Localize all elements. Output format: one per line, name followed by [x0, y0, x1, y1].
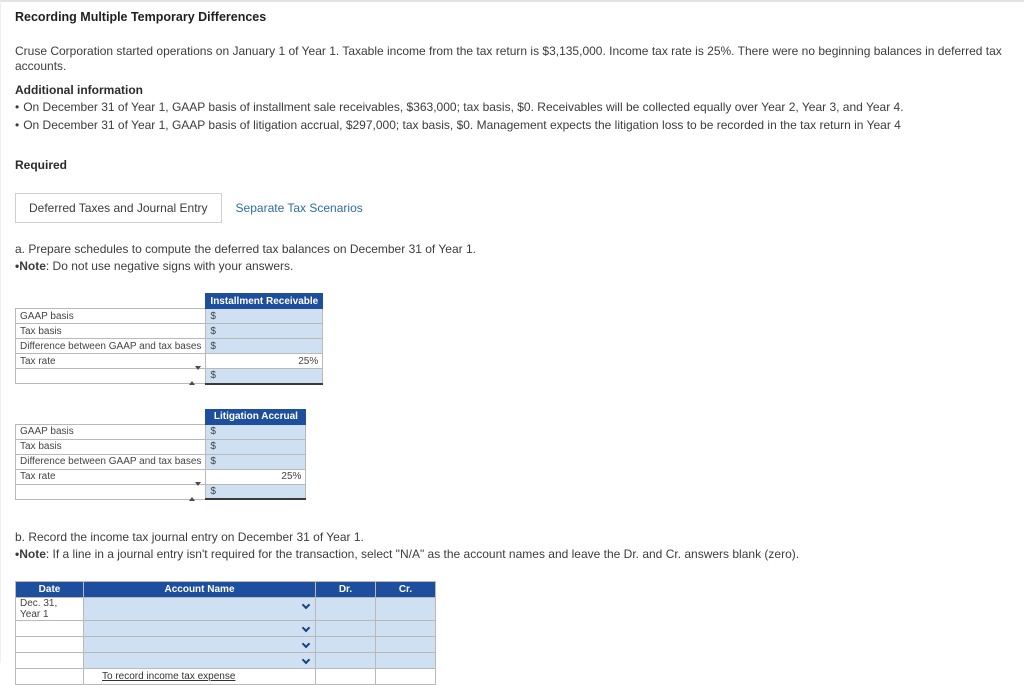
tax-basis-input[interactable] [206, 324, 323, 339]
tab-bar [15, 193, 1010, 223]
select-arrows-icon [189, 370, 201, 381]
bullet-icon: • [15, 118, 20, 132]
tax-rate-value: 25% [206, 354, 323, 369]
difference-input[interactable] [206, 339, 323, 354]
tab-separate-tax-scenarios[interactable]: Separate Tax Scenarios [235, 201, 363, 215]
journal-memo: To record income tax expense [102, 671, 236, 682]
row-label-difference: Difference between GAAP and tax bases [16, 339, 206, 354]
note-label: Note [19, 547, 46, 561]
gaap-basis-input[interactable] [206, 309, 323, 324]
cr-input[interactable] [376, 653, 436, 669]
note-bullet-icon: • [15, 259, 20, 273]
table-header-row [16, 409, 306, 424]
memo-cell [84, 669, 316, 685]
deferred-tax-type-select[interactable] [16, 369, 206, 384]
note-b [15, 547, 1010, 561]
note-bullet-icon: • [15, 547, 20, 561]
dr-input[interactable] [316, 621, 376, 637]
row-label-difference: Difference between GAAP and tax bases [16, 454, 206, 469]
table-row [16, 309, 323, 324]
row-label-gaap-basis: GAAP basis [16, 309, 206, 324]
table-header-row [16, 582, 436, 598]
column-header-date: Date [16, 582, 84, 598]
tab-deferred-taxes-journal-entry[interactable]: Deferred Taxes and Journal Entry [15, 193, 222, 223]
deferred-tax-amount-input[interactable] [206, 484, 306, 499]
dollar-prefix: $ [210, 370, 216, 382]
dollar-prefix: $ [210, 426, 216, 437]
chevron-down-icon [302, 601, 310, 609]
dollar-prefix: $ [210, 485, 216, 497]
table-row [16, 369, 323, 384]
date-cell [16, 669, 84, 685]
row-label-gaap-basis: GAAP basis [16, 424, 206, 439]
table-row [16, 354, 323, 369]
table-row [16, 469, 306, 484]
list-item [15, 99, 1010, 115]
instruction-a: a. Prepare schedules to compute the deferred tax balances on December 31 of Year 1. [15, 242, 476, 256]
account-name-select[interactable] [84, 621, 316, 637]
dollar-prefix: $ [210, 340, 216, 352]
dollar-prefix: $ [210, 441, 216, 452]
note-text: : If a line in a journal entry isn't required for the transaction, select "N/A" as the account names and leave the Dr. and Cr. answers blank (zero). [45, 547, 800, 561]
cr-input[interactable] [376, 621, 436, 637]
cr-input[interactable] [376, 637, 436, 653]
tax-basis-input[interactable] [206, 439, 306, 454]
journal-row [16, 598, 436, 621]
dr-input[interactable] [316, 598, 376, 621]
cr-cell-blank [376, 669, 436, 685]
empty-header-cell [16, 294, 206, 309]
page-title: Recording Multiple Temporary Differences [15, 10, 267, 24]
dr-input[interactable] [316, 653, 376, 669]
deferred-tax-type-select[interactable] [16, 484, 206, 499]
date-cell [16, 621, 84, 637]
table-row [16, 339, 323, 354]
schedule-title: Litigation Accrual [206, 409, 306, 424]
note-a [15, 259, 1010, 273]
additional-info-heading: Additional information [15, 83, 143, 97]
tax-rate-value: 25% [206, 469, 306, 484]
note-label: Note [19, 259, 46, 273]
problem-intro: Cruse Corporation started operations on January 1 of Year 1. Taxable income from the tax return is $3,135,000. Income tax rate is 25%. There were no beginning balances in deferred tax accounts. [15, 44, 1002, 73]
dollar-prefix: $ [210, 310, 216, 322]
column-header-dr: Dr. [316, 582, 376, 598]
cr-input[interactable] [376, 598, 436, 621]
journal-memo-row [16, 669, 436, 685]
dollar-prefix: $ [210, 456, 216, 467]
difference-input[interactable] [206, 454, 306, 469]
account-name-select[interactable] [84, 637, 316, 653]
date-cell: Dec. 31, Year 1 [16, 598, 84, 621]
row-label-tax-basis: Tax basis [16, 439, 206, 454]
dollar-prefix: $ [210, 325, 216, 337]
instruction-b: b. Record the income tax journal entry on December 31 of Year 1. [15, 530, 364, 544]
account-name-select[interactable] [84, 653, 316, 669]
schedule-table-installment-receivable [15, 293, 323, 385]
journal-entry-table [15, 581, 436, 685]
row-label-tax-basis: Tax basis [16, 324, 206, 339]
select-arrows-icon [189, 486, 201, 497]
gaap-basis-input[interactable] [206, 424, 306, 439]
table-row [16, 324, 323, 339]
date-cell [16, 653, 84, 669]
table-row [16, 439, 306, 454]
list-item [15, 117, 1010, 133]
account-name-select[interactable] [84, 598, 316, 621]
required-heading: Required [15, 158, 68, 172]
chevron-down-icon [302, 624, 310, 632]
journal-row [16, 637, 436, 653]
row-label-tax-rate: Tax rate [16, 354, 206, 369]
table-header-row [16, 294, 323, 309]
table-row [16, 454, 306, 469]
column-header-cr: Cr. [376, 582, 436, 598]
table-row [16, 484, 306, 499]
row-label-tax-rate: Tax rate [16, 469, 206, 484]
journal-row [16, 621, 436, 637]
bullet-text: On December 31 of Year 1, GAAP basis of installment sale receivables, $363,000; tax basis, $0. Receivables will be collected equally over Year 2, Year 3, and Year 4. [23, 100, 904, 114]
bullet-icon: • [15, 100, 20, 114]
bullet-text: On December 31 of Year 1, GAAP basis of litigation accrual, $297,000; tax basis, $0. Management expects the litigation loss to be recorded in the tax return in Year 4 [23, 118, 901, 132]
schedule-title: Installment Receivable [206, 294, 323, 309]
schedule-table-litigation-accrual [15, 409, 306, 501]
date-cell [16, 637, 84, 653]
dr-input[interactable] [316, 637, 376, 653]
column-header-account-name: Account Name [84, 582, 316, 598]
chevron-down-icon [302, 640, 310, 648]
journal-row [16, 653, 436, 669]
empty-header-cell [16, 409, 206, 424]
note-text: : Do not use negative signs with your answers. [45, 259, 294, 273]
table-row [16, 424, 306, 439]
dr-cell-blank [316, 669, 376, 685]
exercise-page [1, 2, 1024, 685]
deferred-tax-amount-input[interactable] [206, 369, 323, 384]
